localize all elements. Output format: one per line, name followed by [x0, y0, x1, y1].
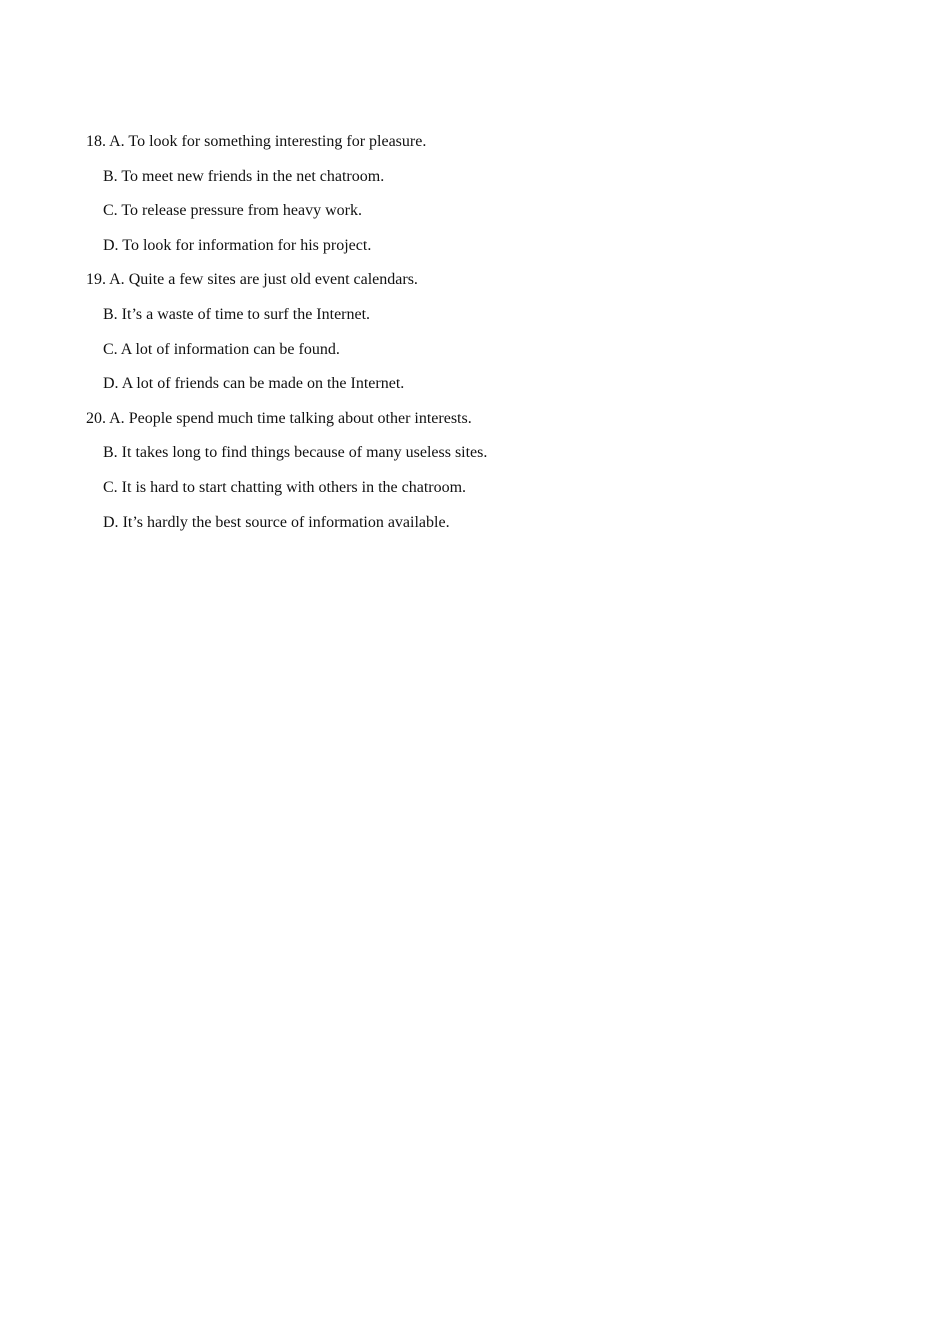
option-text: To look for information for his project.: [122, 236, 372, 254]
option-text: A lot of information can be found.: [120, 340, 340, 358]
question-19-option-d: [86, 367, 886, 402]
option-letter: C.: [103, 478, 118, 496]
question-19-option-c: [86, 333, 886, 368]
question-list: [86, 125, 886, 540]
option-text: To look for something interesting for pleasure.: [128, 133, 427, 150]
option-letter: D.: [103, 375, 119, 393]
question-number: 18.: [86, 133, 106, 150]
question-20-option-c: [86, 471, 886, 506]
option-text: To meet new friends in the net chatroom.: [121, 167, 385, 185]
option-letter: B.: [103, 305, 118, 323]
option-text: Quite a few sites are just old event calendars.: [128, 271, 418, 289]
question-18-option-b: [86, 160, 886, 195]
option-letter: A.: [109, 409, 125, 427]
option-text: It is hard to start chatting with others in the chatroom.: [121, 478, 467, 496]
option-text: To release pressure from heavy work.: [121, 202, 362, 220]
question-19-option-a: [86, 263, 886, 298]
option-letter: A.: [109, 133, 125, 150]
question-18-option-a: [86, 125, 886, 160]
option-text: A lot of friends can be made on the Internet.: [121, 375, 405, 393]
option-letter: C.: [103, 340, 118, 358]
question-19-option-b: [86, 298, 886, 333]
option-letter: D.: [103, 513, 119, 531]
question-number: 20.: [86, 409, 106, 427]
option-letter: D.: [103, 236, 119, 254]
option-letter: A.: [109, 271, 125, 289]
question-20-option-a: [86, 402, 886, 437]
option-letter: B.: [103, 444, 118, 462]
question-number: 19.: [86, 271, 106, 289]
question-18-option-d: [86, 229, 886, 264]
option-letter: C.: [103, 202, 118, 220]
option-text: It’s a waste of time to surf the Internet.: [121, 305, 371, 323]
question-18-option-c: [86, 194, 886, 229]
option-text: It takes long to find things because of many useless sites.: [121, 444, 488, 462]
question-20-option-b: [86, 436, 886, 471]
option-text: People spend much time talking about other interests.: [128, 409, 472, 427]
question-20-option-d: [86, 506, 886, 541]
option-text: It’s hardly the best source of information available.: [122, 513, 450, 531]
option-letter: B.: [103, 167, 118, 185]
